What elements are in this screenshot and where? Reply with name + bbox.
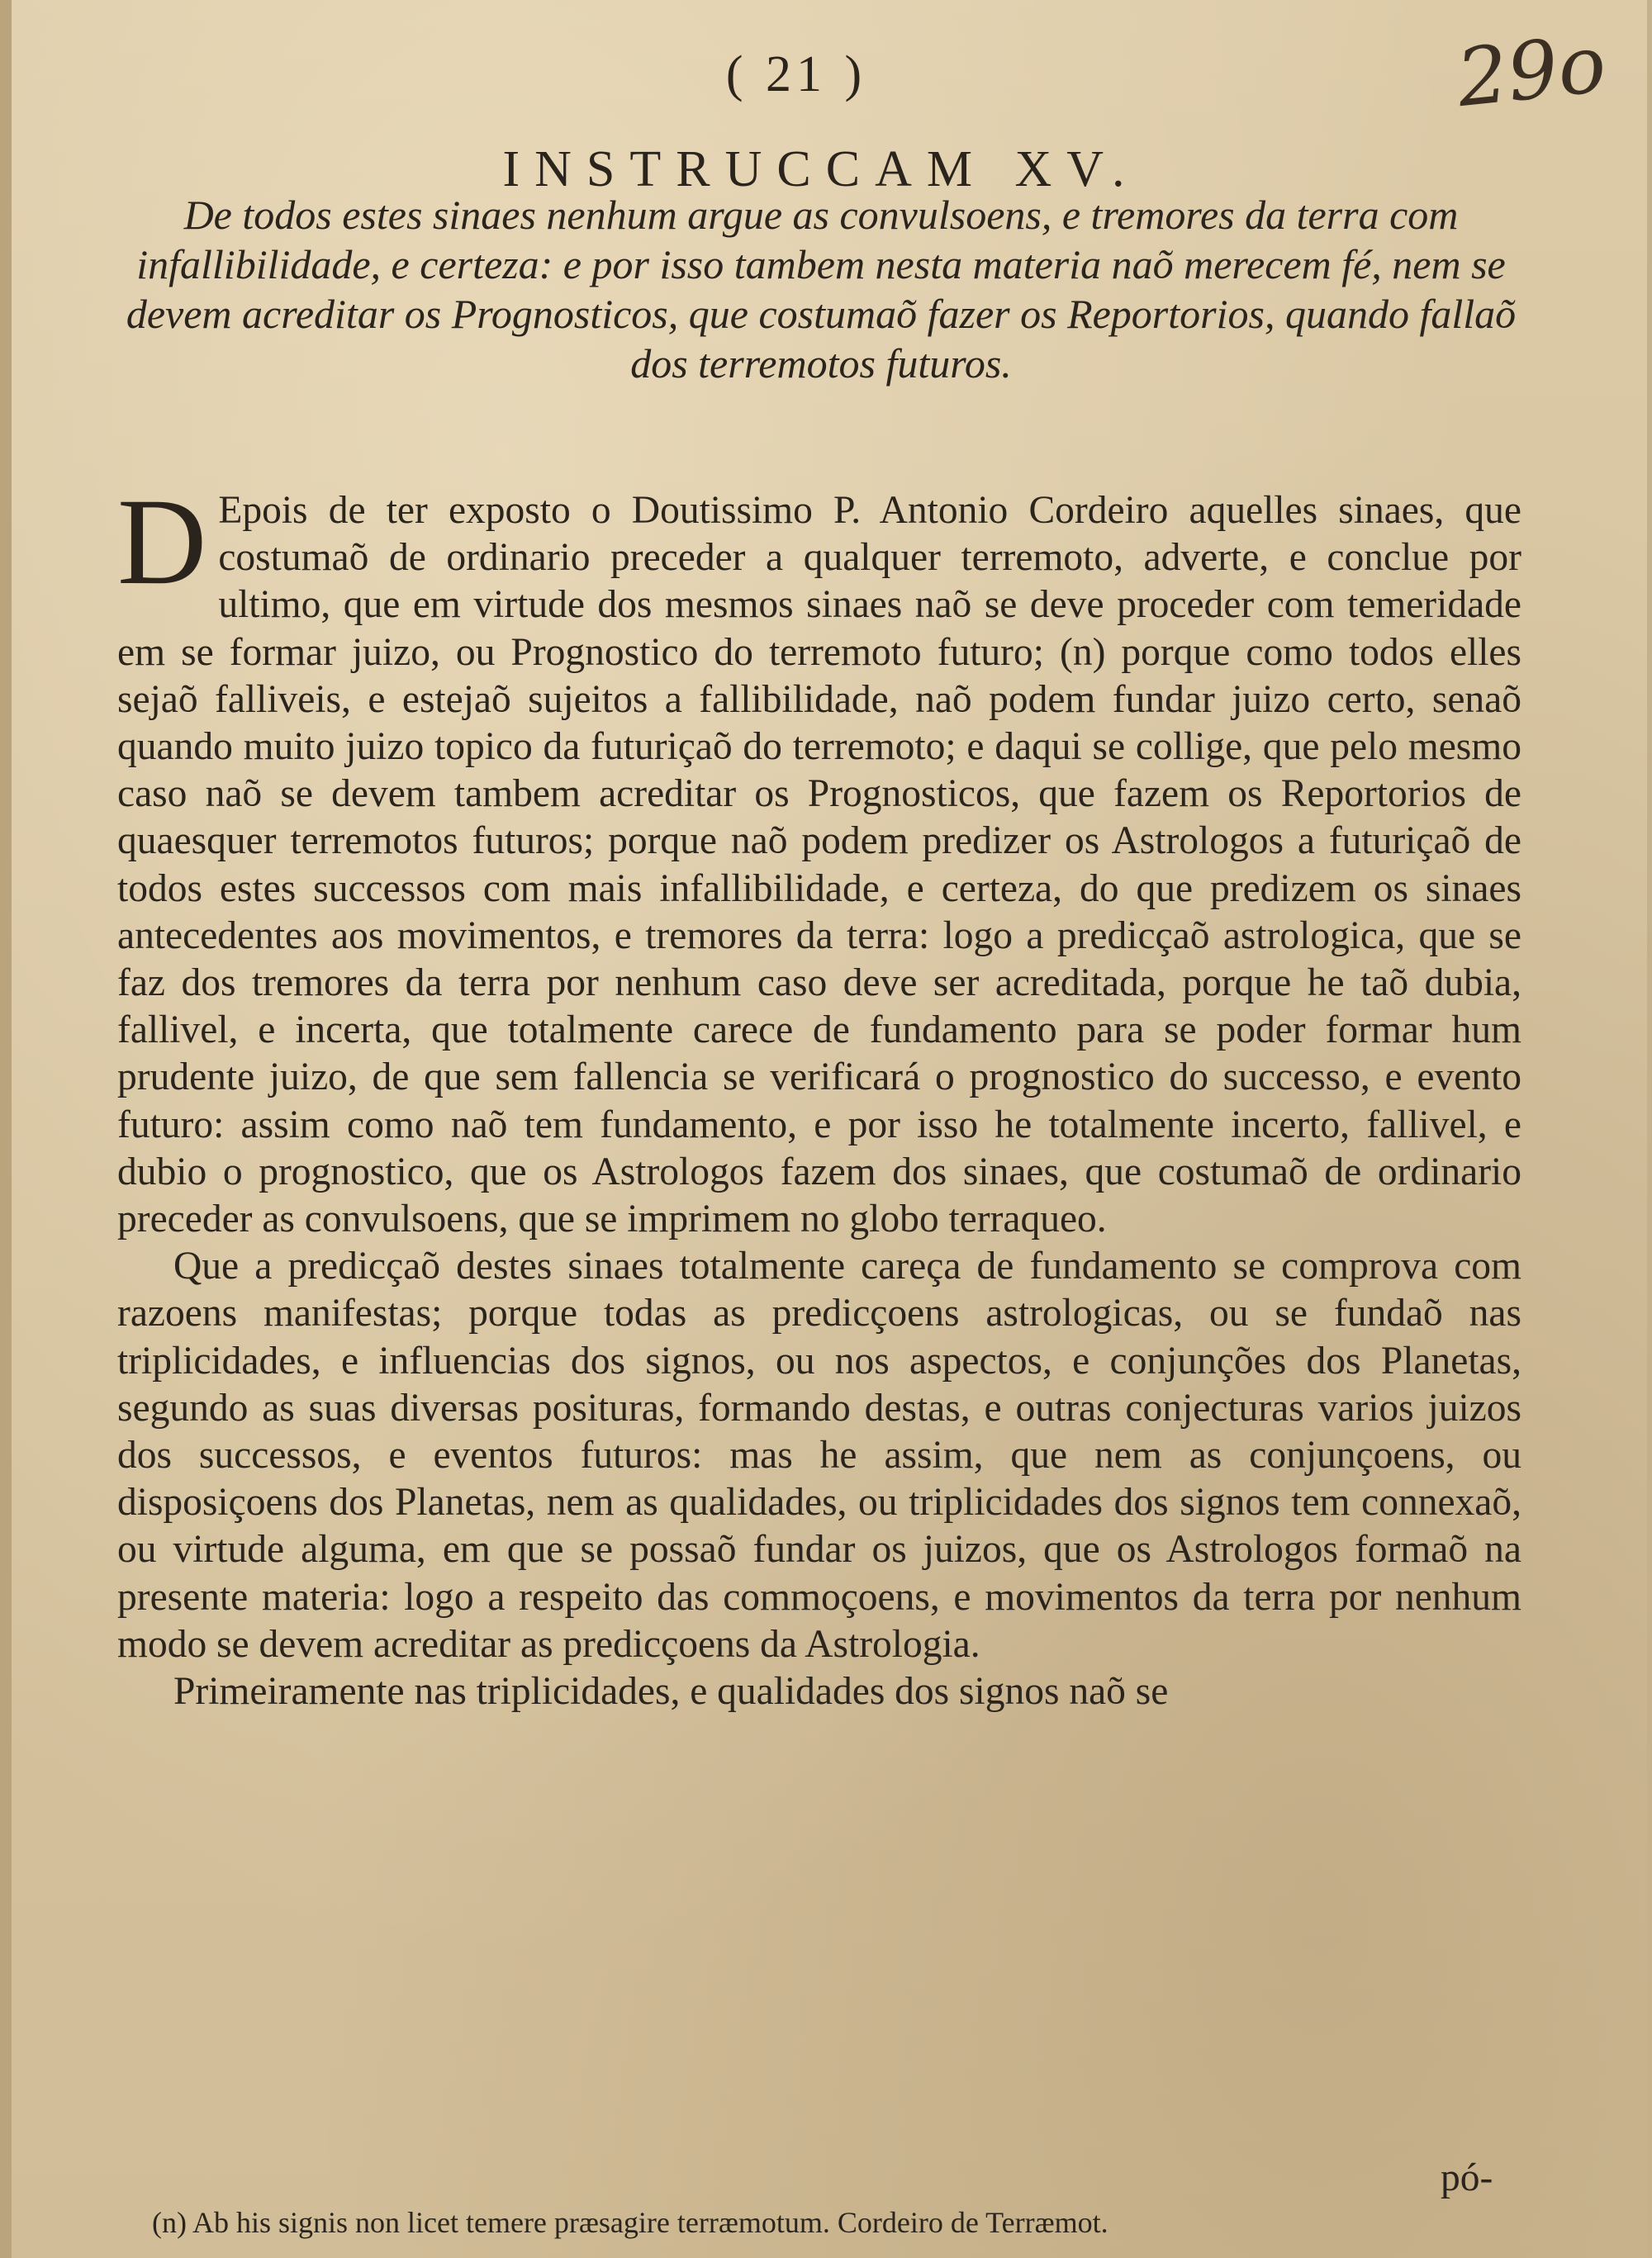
- chapter-subtitle: De todos estes sinaes nenhum argue as convulsoens, e tremores da terra com infallibilidade, e certeza: e por isso tambem nesta materia naõ merecem fé, nem se devem acreditar os Prognosticos, que costumaõ fazer os Reportorios, quando fallaõ dos terremotos futuros.: [126, 192, 1517, 387]
- handwritten-folio-number: 29o: [1452, 17, 1611, 126]
- page-number: ( 21 ): [725, 46, 867, 102]
- paragraph-2: Que a predicçaõ destes sinaes totalmente careça de fundamento se comprova com razoens manifestas; porque todas as predicçoens astrologicas, ou se fundaõ nas triplicidades, e influencias dos signos, ou nos aspectos, e conjunções dos Planetas, segundo as suas diversas posituras, formando destas, e outras conjecturas varios juizos dos successos, e eventos futuros: mas he assim, que nem as conjunçoens, ou disposiçoens dos Planetas, nem as qualidades, ou triplicidades dos signos tem connexaõ, ou virtude alguma, em que se possaõ fundar os juizos, que os Astrologos formaõ na presente materia: logo a respeito das commoçoens, e movimentos da terra por nenhum modo se devem acreditar as predicçoens da Astrologia.: [117, 1245, 1521, 1666]
- body-text: [117, 473, 1521, 1715]
- catchword: pó-: [1441, 2156, 1493, 2199]
- footnote: (n) Ab his signis non licet temere præsagire terræmotum. Cordeiro de Terræmot.: [152, 2206, 1108, 2239]
- chapter-title: INSTRUCCAM XV.: [502, 141, 1140, 197]
- paragraph-1: DEpois de ter exposto o Doutissimo P. Antonio Cordeiro aquelles sinaes, que costumaõ de ordinario preceder a qualquer terremoto, adverte, e conclue por ultimo, que em virtude dos mesmos sinaes naõ se deve proceder com temeridade em se formar juizo, ou Prognostico do terremoto futuro; (n) porque como todos elles sejaõ falliveis, e estejaõ sujeitos a fallibilidade, naõ podem fundar juizo certo, senaõ quando muito juizo topico da futuriçaõ do terremoto; e daqui se collige, que pelo mesmo caso naõ se devem tambem acreditar os Prognosticos, que fazem os Reportorios de quaesquer terremotos futuros; porque naõ podem predizer os Astrologos a futuriçaõ de todos estes successos com mais infallibilidade, e certeza, do que predizem os sinaes antecedentes aos movimentos, e tremores da terra: logo a predicçaõ astrologica, que se faz dos tremores da terra por nenhum caso deve ser acreditada, porque he taõ dubia, fallivel, e incerta, que totalmente carece de fundamento para se poder formar hum prudente juizo, de que sem fallencia se verificará o prognostico do successo, e evento futuro: assim como naõ tem fundamento, e por isso he totalmente incerto, fallivel, e dubio o prognostico, que os Astrologos fazem dos sinaes, que costumaõ de ordinario preceder as convulsoens, que se imprimem no globo terraqueo.: [117, 473, 1521, 1241]
- paragraph-3: Primeiramente nas triplicidades, e qualidades dos signos naõ se: [173, 1670, 1169, 1714]
